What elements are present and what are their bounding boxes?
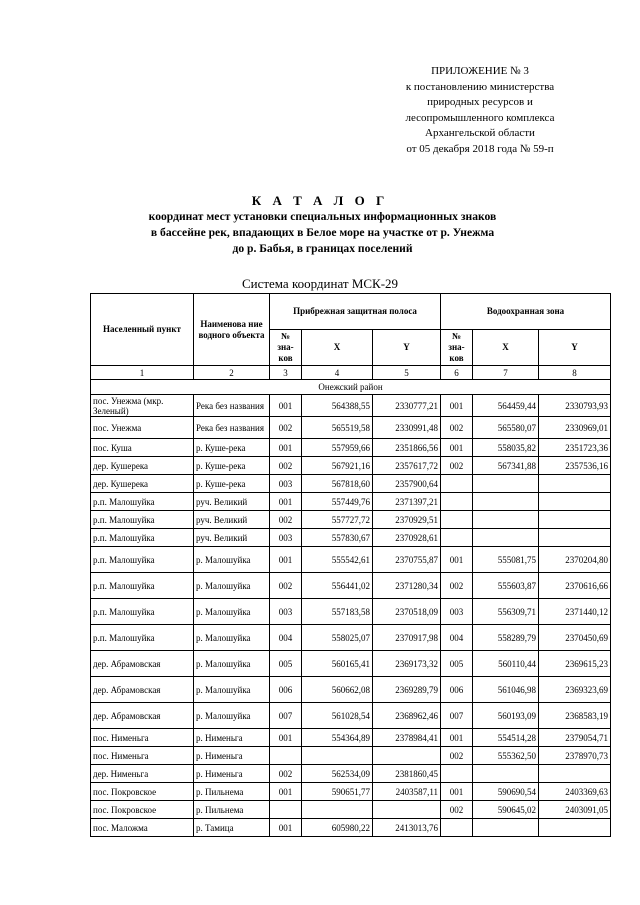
catalog-subtitle — [95, 209, 550, 257]
zone-x-cell — [473, 511, 539, 529]
header-settlement: Населенный пункт — [91, 294, 194, 366]
zone-x-cell: 555081,75 — [473, 547, 539, 573]
zone-x-cell: 565580,07 — [473, 417, 539, 439]
zone-x-cell: 590690,54 — [473, 783, 539, 801]
coastal-sign-no-cell: 003 — [270, 599, 302, 625]
column-numbers-row — [91, 366, 611, 380]
zone-sign-no-cell: 001 — [441, 547, 473, 573]
table-row — [91, 547, 611, 573]
column-number: 4 — [302, 366, 373, 380]
zone-x-cell: 567341,88 — [473, 457, 539, 475]
coastal-y-cell: 2378984,41 — [373, 729, 441, 747]
settlement-cell: пос. Куша — [91, 439, 194, 457]
coastal-y-cell: 2368962,46 — [373, 703, 441, 729]
coastal-x-cell: 557727,72 — [302, 511, 373, 529]
zone-y-cell — [539, 475, 611, 493]
coastal-x-cell: 556441,02 — [302, 573, 373, 599]
subtitle-line: координат мест установки специальных информационных знаков — [148, 210, 497, 223]
coastal-sign-no-cell — [270, 747, 302, 765]
zone-sign-no-cell: 002 — [441, 417, 473, 439]
table-row — [91, 765, 611, 783]
zone-sign-no-cell: 003 — [441, 599, 473, 625]
table-row — [91, 395, 611, 417]
coastal-sign-no-cell: 001 — [270, 547, 302, 573]
table-row — [91, 677, 611, 703]
appendix-line: к постановлению министерства — [405, 80, 555, 93]
header-water-zone: Водоохранная зона — [441, 294, 611, 330]
coastal-x-cell: 560165,41 — [302, 651, 373, 677]
zone-y-cell: 2357536,16 — [539, 457, 611, 475]
coastal-y-cell: 2330991,48 — [373, 417, 441, 439]
header-x: X — [473, 330, 539, 366]
column-number: 6 — [441, 366, 473, 380]
water-object-cell: р. Куше-река — [194, 457, 270, 475]
settlement-cell: пос. Нименьга — [91, 729, 194, 747]
column-number: 8 — [539, 366, 611, 380]
settlement-cell: пос. Покровское — [91, 783, 194, 801]
coastal-x-cell: 555542,61 — [302, 547, 373, 573]
table-row — [91, 493, 611, 511]
zone-sign-no-cell: 007 — [441, 703, 473, 729]
water-object-cell: р. Малошуйка — [194, 547, 270, 573]
header-sign-no: № зна- ков — [441, 330, 473, 366]
coastal-sign-no-cell — [270, 801, 302, 819]
zone-x-cell: 558035,82 — [473, 439, 539, 457]
zone-y-cell: 2370616,66 — [539, 573, 611, 599]
table-row — [91, 511, 611, 529]
settlement-cell: пос. Унежма (мкр. Зеленый) — [91, 395, 194, 417]
subtitle-line: до р. Бабья, в границах поселений — [232, 242, 413, 255]
region-name: Онежский район — [91, 380, 611, 395]
zone-sign-no-cell: 001 — [441, 729, 473, 747]
table-row — [91, 651, 611, 677]
coordinate-system-label: Система координат МСК-29 — [241, 276, 399, 291]
coastal-y-cell: 2357900,64 — [373, 475, 441, 493]
coastal-x-cell: 590651,77 — [302, 783, 373, 801]
coastal-x-cell: 605980,22 — [302, 819, 373, 837]
settlement-cell: р.п. Малошуйка — [91, 493, 194, 511]
water-object-cell: р. Малошуйка — [194, 573, 270, 599]
zone-x-cell — [473, 475, 539, 493]
zone-y-cell — [539, 765, 611, 783]
coastal-x-cell: 560662,08 — [302, 677, 373, 703]
column-number: 5 — [373, 366, 441, 380]
zone-y-cell: 2368583,19 — [539, 703, 611, 729]
coastal-x-cell: 558025,07 — [302, 625, 373, 651]
zone-sign-no-cell: 001 — [441, 395, 473, 417]
coastal-sign-no-cell: 005 — [270, 651, 302, 677]
table-row — [91, 729, 611, 747]
coastal-x-cell: 567921,16 — [302, 457, 373, 475]
coastal-sign-no-cell: 001 — [270, 493, 302, 511]
catalog-title: К А Т А Л О Г — [251, 193, 389, 208]
settlement-cell: р.п. Малошуйка — [91, 573, 194, 599]
coastal-x-cell: 557449,76 — [302, 493, 373, 511]
water-object-cell: р. Малошуйка — [194, 677, 270, 703]
zone-x-cell: 555362,50 — [473, 747, 539, 765]
appendix-line: от 05 декабря 2018 года № 59-п — [406, 142, 554, 155]
zone-sign-no-cell — [441, 475, 473, 493]
column-number: 7 — [473, 366, 539, 380]
zone-x-cell: 560110,44 — [473, 651, 539, 677]
zone-y-cell: 2330969,01 — [539, 417, 611, 439]
coastal-sign-no-cell: 002 — [270, 765, 302, 783]
zone-sign-no-cell: 001 — [441, 439, 473, 457]
table-row — [91, 529, 611, 547]
appendix-line: Архангельской области — [425, 127, 535, 139]
settlement-cell: дер. Нименьга — [91, 765, 194, 783]
zone-sign-no-cell — [441, 765, 473, 783]
zone-y-cell: 2371440,12 — [539, 599, 611, 625]
zone-sign-no-cell: 002 — [441, 801, 473, 819]
coastal-x-cell — [302, 747, 373, 765]
coastal-y-cell: 2351866,56 — [373, 439, 441, 457]
water-object-cell: руч. Великий — [194, 493, 270, 511]
coastal-y-cell: 2330777,21 — [373, 395, 441, 417]
coastal-sign-no-cell: 003 — [270, 475, 302, 493]
header-y: Y — [373, 330, 441, 366]
settlement-cell: пос. Маложма — [91, 819, 194, 837]
coordinates-table — [90, 293, 611, 837]
coastal-y-cell: 2371397,21 — [373, 493, 441, 511]
zone-y-cell: 2351723,36 — [539, 439, 611, 457]
zone-x-cell — [473, 493, 539, 511]
column-number: 1 — [91, 366, 194, 380]
settlement-cell: пос. Покровское — [91, 801, 194, 819]
zone-y-cell — [539, 493, 611, 511]
water-object-cell: р. Малошуйка — [194, 703, 270, 729]
zone-y-cell — [539, 511, 611, 529]
coastal-sign-no-cell: 001 — [270, 819, 302, 837]
zone-sign-no-cell: 002 — [441, 747, 473, 765]
zone-y-cell: 2403091,05 — [539, 801, 611, 819]
coastal-y-cell: 2370917,98 — [373, 625, 441, 651]
settlement-cell: р.п. Малошуйка — [91, 529, 194, 547]
coastal-y-cell: 2370518,09 — [373, 599, 441, 625]
zone-sign-no-cell: 005 — [441, 651, 473, 677]
table-row — [91, 573, 611, 599]
coastal-sign-no-cell: 001 — [270, 729, 302, 747]
water-object-cell: р. Куше-река — [194, 475, 270, 493]
water-object-cell: р. Куше-река — [194, 439, 270, 457]
water-object-cell: р. Нименьга — [194, 729, 270, 747]
zone-sign-no-cell — [441, 511, 473, 529]
zone-x-cell: 558289,79 — [473, 625, 539, 651]
water-object-cell: руч. Великий — [194, 511, 270, 529]
settlement-cell: дер. Абрамовская — [91, 703, 194, 729]
water-object-cell: р. Нименьга — [194, 747, 270, 765]
zone-x-cell — [473, 529, 539, 547]
column-number: 3 — [270, 366, 302, 380]
settlement-cell: дер. Абрамовская — [91, 677, 194, 703]
zone-y-cell: 2369615,23 — [539, 651, 611, 677]
appendix-line: ПРИЛОЖЕНИЕ № 3 — [431, 65, 529, 77]
coastal-sign-no-cell: 002 — [270, 457, 302, 475]
appendix-line: лесопромышленного комплекса — [405, 111, 555, 124]
table-row — [91, 747, 611, 765]
zone-sign-no-cell: 001 — [441, 783, 473, 801]
header-y: Y — [539, 330, 611, 366]
zone-y-cell: 2369323,69 — [539, 677, 611, 703]
coastal-x-cell — [302, 801, 373, 819]
coastal-sign-no-cell: 001 — [270, 439, 302, 457]
coastal-y-cell: 2357617,72 — [373, 457, 441, 475]
settlement-cell: дер. Кушерека — [91, 457, 194, 475]
coastal-sign-no-cell: 001 — [270, 395, 302, 417]
settlement-cell: дер. Абрамовская — [91, 651, 194, 677]
water-object-cell: руч. Великий — [194, 529, 270, 547]
table-row — [91, 439, 611, 457]
appendix-line: природных ресурсов и — [427, 96, 533, 108]
zone-y-cell: 2370204,80 — [539, 547, 611, 573]
coastal-y-cell: 2371280,34 — [373, 573, 441, 599]
coastal-x-cell: 554364,89 — [302, 729, 373, 747]
table-row — [91, 783, 611, 801]
coastal-sign-no-cell: 007 — [270, 703, 302, 729]
water-object-cell: р. Тамица — [194, 819, 270, 837]
coastal-sign-no-cell: 002 — [270, 573, 302, 599]
coastal-y-cell: 2370929,51 — [373, 511, 441, 529]
water-object-cell: р. Нименьга — [194, 765, 270, 783]
water-object-cell: р. Малошуйка — [194, 625, 270, 651]
table-row — [91, 703, 611, 729]
settlement-cell: р.п. Малошуйка — [91, 599, 194, 625]
header-sign-no: № зна- ков — [270, 330, 302, 366]
table-row — [91, 625, 611, 651]
zone-y-cell: 2378970,73 — [539, 747, 611, 765]
coastal-y-cell: 2413013,76 — [373, 819, 441, 837]
settlement-cell: р.п. Малошуйка — [91, 511, 194, 529]
table-row — [91, 417, 611, 439]
zone-y-cell: 2330793,93 — [539, 395, 611, 417]
coastal-sign-no-cell: 002 — [270, 511, 302, 529]
water-object-cell: р. Малошуйка — [194, 651, 270, 677]
zone-sign-no-cell: 002 — [441, 457, 473, 475]
settlement-cell: р.п. Малошуйка — [91, 547, 194, 573]
water-object-cell: р. Пильнема — [194, 801, 270, 819]
zone-y-cell: 2379054,71 — [539, 729, 611, 747]
header-water-object: Наименова ние водного объекта — [194, 294, 270, 366]
coastal-y-cell: 2369289,79 — [373, 677, 441, 703]
settlement-cell: р.п. Малошуйка — [91, 625, 194, 651]
zone-x-cell — [473, 819, 539, 837]
coastal-x-cell: 557183,58 — [302, 599, 373, 625]
region-row — [91, 380, 611, 395]
coastal-y-cell: 2369173,32 — [373, 651, 441, 677]
coastal-x-cell: 562534,09 — [302, 765, 373, 783]
coastal-y-cell: 2381860,45 — [373, 765, 441, 783]
zone-sign-no-cell: 002 — [441, 573, 473, 599]
coastal-y-cell — [373, 747, 441, 765]
table-row — [91, 801, 611, 819]
zone-y-cell — [539, 529, 611, 547]
coastal-x-cell: 567818,60 — [302, 475, 373, 493]
coastal-sign-no-cell: 004 — [270, 625, 302, 651]
coastal-y-cell: 2403587,11 — [373, 783, 441, 801]
coastal-x-cell: 564388,55 — [302, 395, 373, 417]
header-x: X — [302, 330, 373, 366]
zone-x-cell — [473, 765, 539, 783]
water-object-cell: р. Пильнема — [194, 783, 270, 801]
zone-x-cell: 590645,02 — [473, 801, 539, 819]
coastal-sign-no-cell: 006 — [270, 677, 302, 703]
subtitle-line: в бассейне рек, впадающих в Белое море на участке от р. Унежма — [150, 226, 495, 239]
settlement-cell: пос. Нименьга — [91, 747, 194, 765]
zone-x-cell: 564459,44 — [473, 395, 539, 417]
zone-sign-no-cell: 006 — [441, 677, 473, 703]
coastal-sign-no-cell: 001 — [270, 783, 302, 801]
coastal-x-cell: 557959,66 — [302, 439, 373, 457]
header-coastal-strip: Прибрежная защитная полоса — [270, 294, 441, 330]
column-number: 2 — [194, 366, 270, 380]
coastal-x-cell: 561028,54 — [302, 703, 373, 729]
coastal-y-cell — [373, 801, 441, 819]
zone-y-cell: 2403369,63 — [539, 783, 611, 801]
zone-y-cell — [539, 819, 611, 837]
zone-sign-no-cell — [441, 529, 473, 547]
table-row — [91, 819, 611, 837]
coastal-x-cell: 557830,67 — [302, 529, 373, 547]
water-object-cell: Река без названия — [194, 417, 270, 439]
zone-x-cell: 560193,09 — [473, 703, 539, 729]
coastal-y-cell: 2370928,61 — [373, 529, 441, 547]
settlement-cell: дер. Кушерека — [91, 475, 194, 493]
zone-sign-no-cell: 004 — [441, 625, 473, 651]
zone-sign-no-cell — [441, 819, 473, 837]
table-row — [91, 475, 611, 493]
table-row — [91, 599, 611, 625]
zone-x-cell: 554514,28 — [473, 729, 539, 747]
coastal-x-cell: 565519,58 — [302, 417, 373, 439]
coastal-y-cell: 2370755,87 — [373, 547, 441, 573]
water-object-cell: р. Малошуйка — [194, 599, 270, 625]
zone-sign-no-cell — [441, 493, 473, 511]
coastal-sign-no-cell: 003 — [270, 529, 302, 547]
zone-x-cell: 555603,87 — [473, 573, 539, 599]
coastal-sign-no-cell: 002 — [270, 417, 302, 439]
zone-x-cell: 561046,98 — [473, 677, 539, 703]
table-row — [91, 457, 611, 475]
water-object-cell: Река без названия — [194, 395, 270, 417]
zone-x-cell: 556309,71 — [473, 599, 539, 625]
appendix-header — [355, 64, 605, 157]
settlement-cell: пос. Унежма — [91, 417, 194, 439]
zone-y-cell: 2370450,69 — [539, 625, 611, 651]
